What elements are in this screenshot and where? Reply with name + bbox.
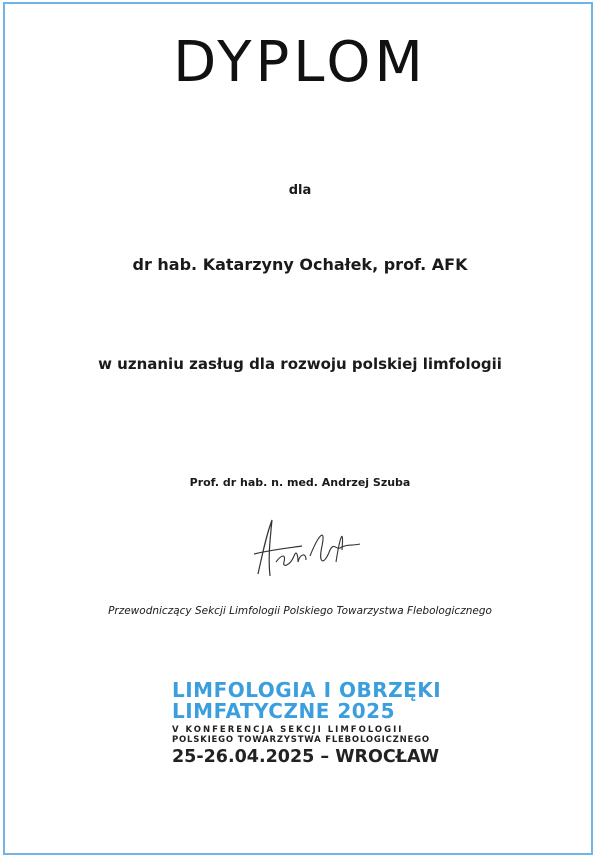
logo-line-1: LIMFOLOGIA I OBRZĘKI <box>172 678 442 702</box>
recipient-name: dr hab. Katarzyny Ochałek, prof. AFK <box>132 255 468 274</box>
logo-line-4: POLSKIEGO TOWARZYSTWA FLEBOLOGICZNEGO <box>172 735 430 745</box>
for-label: dla <box>288 183 312 198</box>
signer-role: Przewodniczący Sekcji Limfologii Polskiego Towarzystwa Flebologicznego <box>108 605 492 617</box>
logo-line-3: V KONFERENCJA SEKCJI LIMFOLOGII <box>172 725 404 735</box>
logo-date-place: 25-26.04.2025 – WROCŁAW <box>172 747 440 767</box>
award-reason: w uznaniu zasług dla rozwoju polskiej limfologii <box>98 355 502 373</box>
signer-name: Prof. dr hab. n. med. Andrzej Szuba <box>189 476 411 489</box>
diploma-title: DYPLOM <box>173 30 427 95</box>
conference-logo <box>150 678 470 767</box>
handwritten-signature <box>240 506 380 588</box>
logo-line-2: LIMFATYCZNE 2025 <box>172 699 395 723</box>
